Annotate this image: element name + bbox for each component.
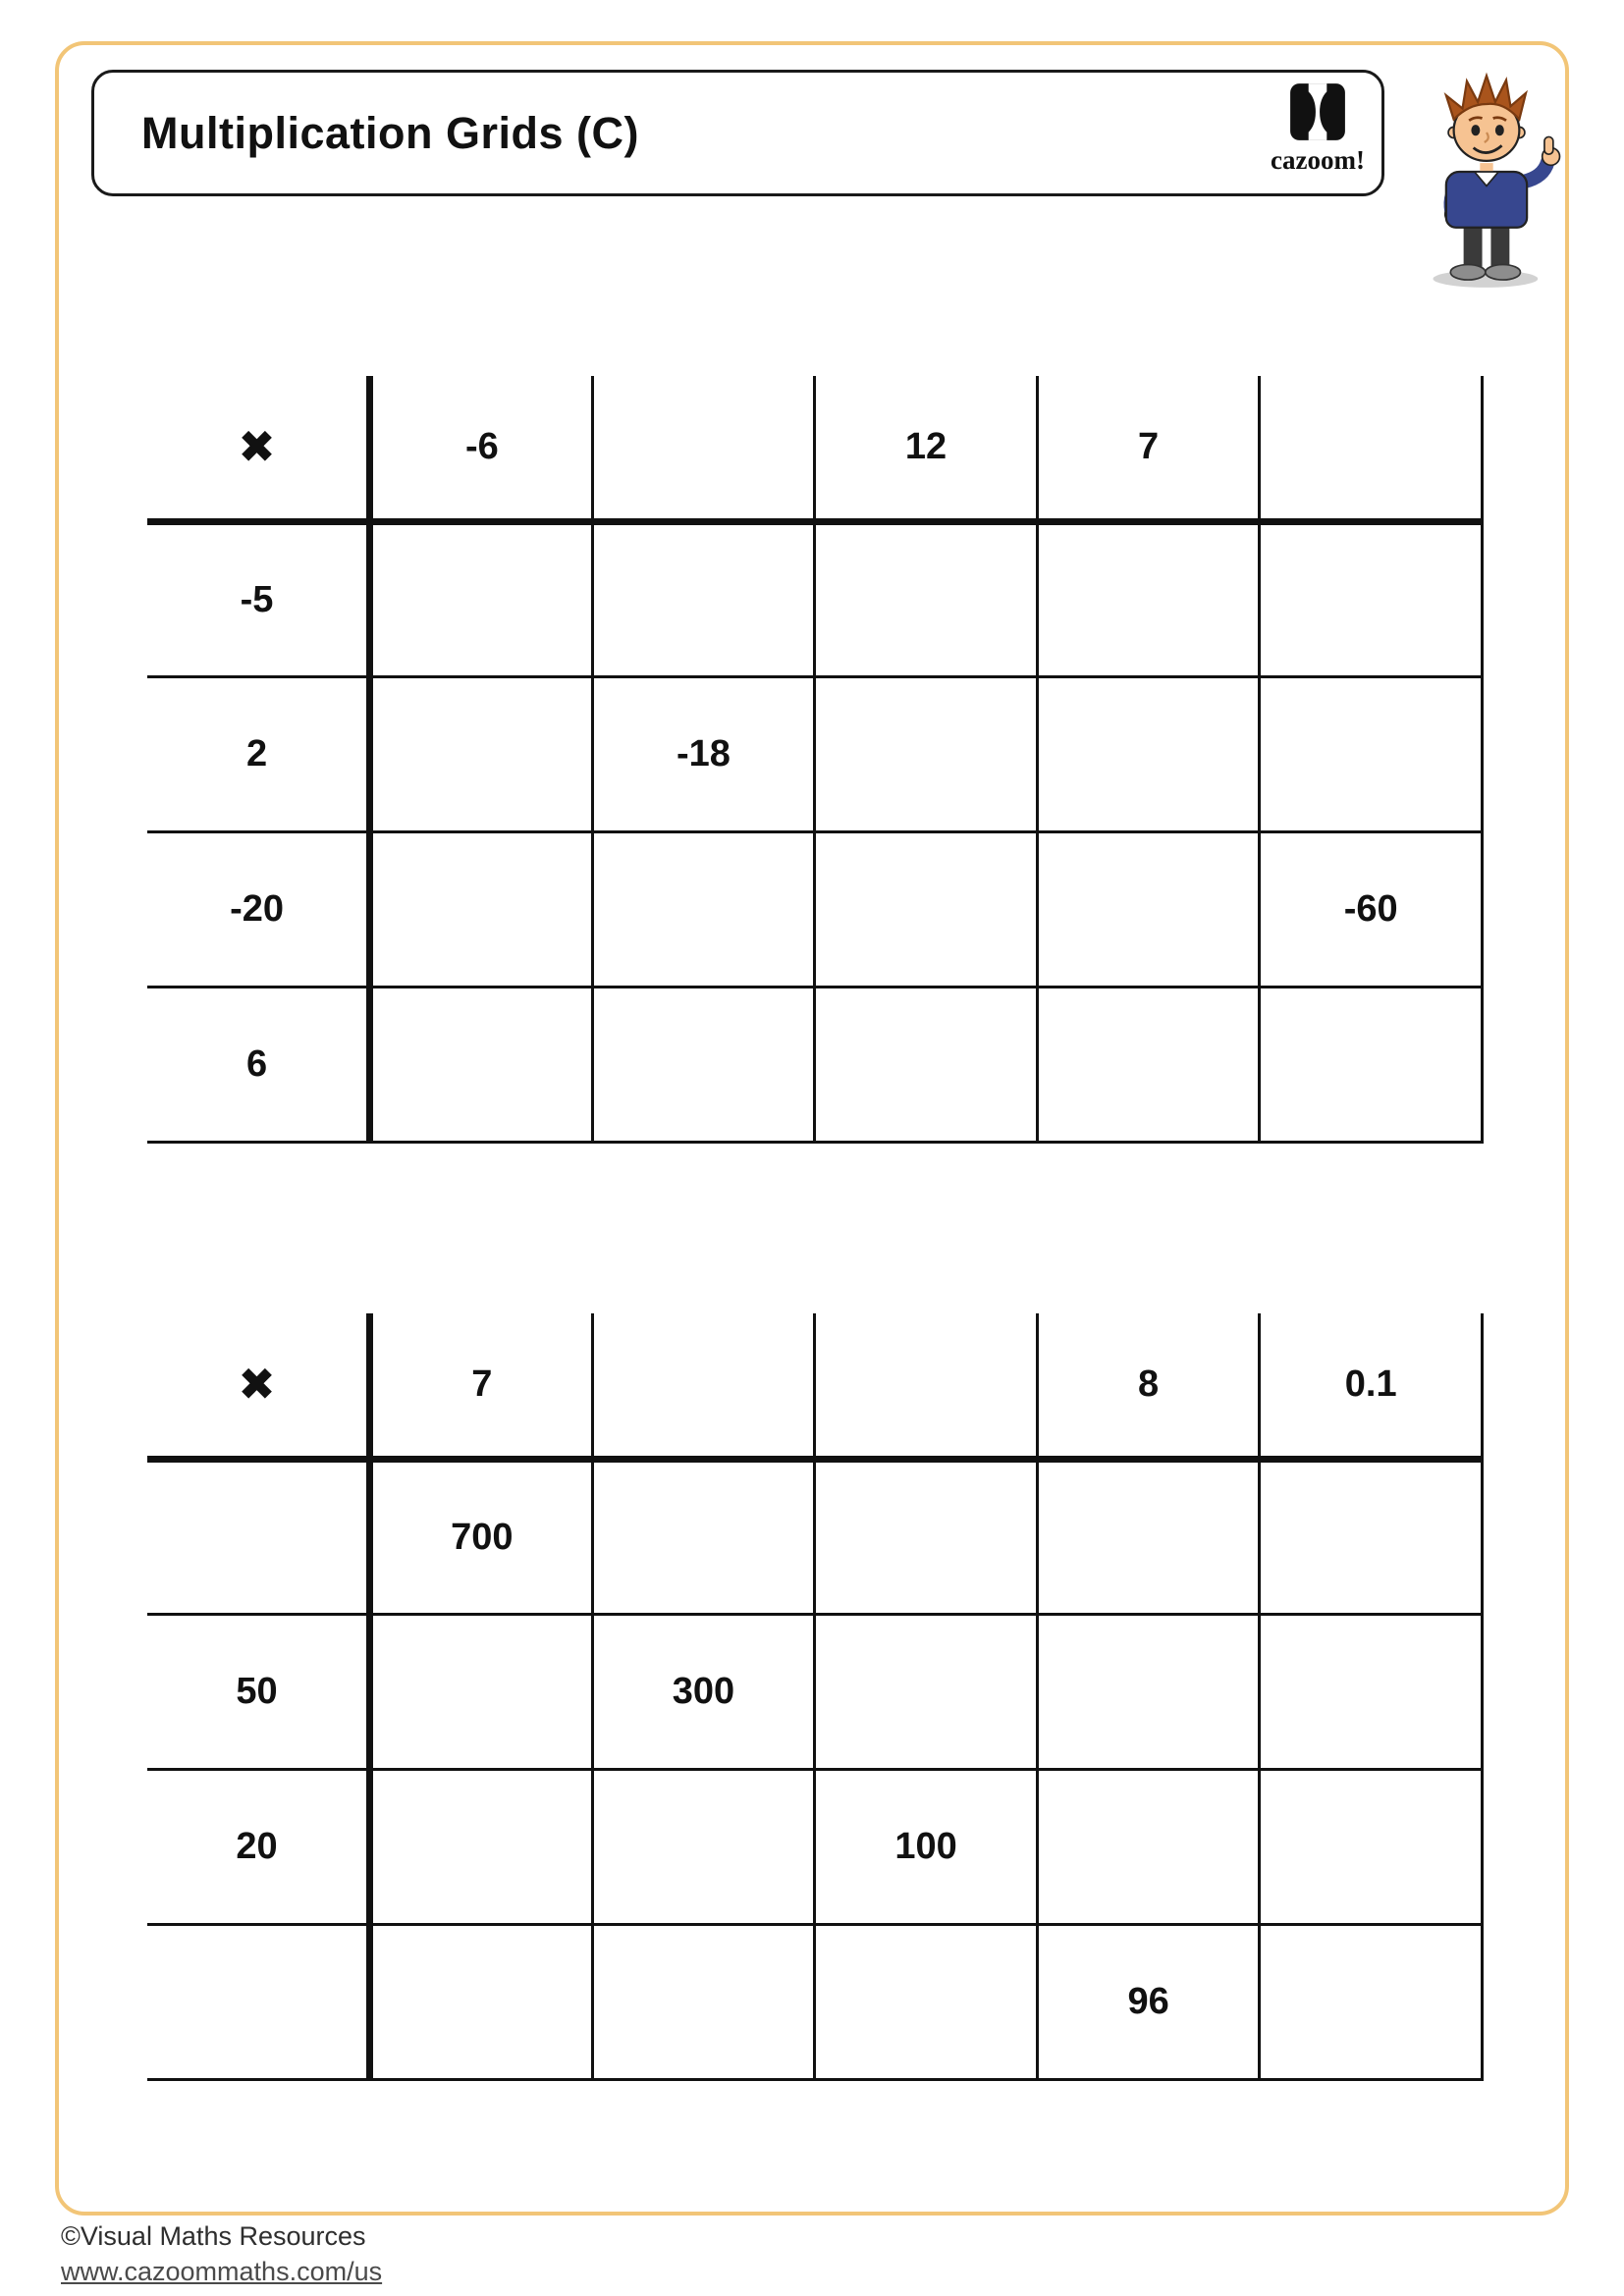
grid-empty-cell <box>370 1924 593 2079</box>
grid-empty-cell <box>1037 1614 1260 1769</box>
grid-empty-cell <box>815 1459 1038 1614</box>
grid-empty-cell <box>1260 987 1483 1142</box>
grid-empty-cell <box>1260 1924 1483 2079</box>
grid-empty-cell <box>370 831 593 987</box>
footer <box>61 2218 382 2290</box>
grid-empty-cell <box>1037 987 1260 1142</box>
grid-value-cell: 300 <box>592 1614 815 1769</box>
grid-empty-cell <box>815 987 1038 1142</box>
grid-value-cell: -60 <box>1260 831 1483 987</box>
grid-header-cell: 12 <box>815 376 1038 521</box>
grid-header-cell: -6 <box>370 376 593 521</box>
grid-row <box>147 831 1483 987</box>
grid-row <box>147 987 1483 1142</box>
grid-row <box>147 1924 1483 2079</box>
grid-row-label: -5 <box>147 521 370 676</box>
grid-header-cell: 7 <box>1037 376 1260 521</box>
grid-empty-cell <box>370 987 593 1142</box>
grid-row <box>147 1769 1483 1924</box>
grid-row-label: 6 <box>147 987 370 1142</box>
grid-empty-cell <box>370 521 593 676</box>
grid-empty-cell <box>1260 1459 1483 1614</box>
grid-row-label <box>147 1459 370 1614</box>
grid-empty-cell <box>592 521 815 676</box>
grid-header-cell: 8 <box>1037 1313 1260 1459</box>
grid-row-label <box>147 1924 370 2079</box>
grid-empty-cell <box>815 1614 1038 1769</box>
grid-empty-cell <box>1260 676 1483 831</box>
grid-header-cell: 0.1 <box>1260 1313 1483 1459</box>
grid-empty-cell <box>1037 831 1260 987</box>
grid-2-container <box>147 1313 1484 2081</box>
grid-row <box>147 676 1483 831</box>
grid-1-container <box>147 376 1484 1144</box>
grid-row-label: 20 <box>147 1769 370 1924</box>
footer-link[interactable]: www.cazoommaths.com/us <box>61 2257 383 2287</box>
grid-empty-cell <box>592 987 815 1142</box>
grid-value-cell: 100 <box>815 1769 1038 1924</box>
page-title: Multiplication Grids (C) <box>141 107 639 158</box>
grid-empty-cell <box>370 1769 593 1924</box>
grid-empty-cell <box>1037 1769 1260 1924</box>
grid-empty-cell <box>1037 521 1260 676</box>
mascot-boy-illustration <box>1420 65 1573 294</box>
grid-value-cell: 96 <box>1037 1924 1260 2079</box>
grid-empty-cell <box>1260 521 1483 676</box>
grid-row-label: -20 <box>147 831 370 987</box>
grid-row-label: 2 <box>147 676 370 831</box>
cazoom-logo <box>1259 82 1377 174</box>
grid-empty-cell <box>815 521 1038 676</box>
cazoom-logo-text: cazoom! <box>1271 145 1365 175</box>
grid-empty-header-cell <box>592 376 815 521</box>
grid-empty-cell <box>1037 676 1260 831</box>
multiplication-grid-1 <box>147 376 1484 1144</box>
grid-empty-cell <box>1260 1614 1483 1769</box>
grid-row <box>147 521 1483 676</box>
grid-empty-header-cell <box>592 1313 815 1459</box>
grid-empty-header-cell <box>1260 376 1483 521</box>
grid-empty-cell <box>815 831 1038 987</box>
grid-empty-cell <box>1037 1459 1260 1614</box>
multiply-symbol-cell: ✖ <box>147 376 370 521</box>
grid-empty-header-cell <box>815 1313 1038 1459</box>
grid-row-label: 50 <box>147 1614 370 1769</box>
grid-row <box>147 1614 1483 1769</box>
grid-empty-cell <box>592 1769 815 1924</box>
multiplication-grid-2 <box>147 1313 1484 2081</box>
grid-empty-cell <box>370 1614 593 1769</box>
cazoom-logo-icon <box>1287 129 1348 145</box>
grid-row <box>147 1459 1483 1614</box>
grid-value-cell: 700 <box>370 1459 593 1614</box>
grid-empty-cell <box>592 1459 815 1614</box>
footer-copyright: ©Visual Maths Resources <box>61 2221 366 2251</box>
multiply-symbol-cell: ✖ <box>147 1313 370 1459</box>
grid-value-cell: -18 <box>592 676 815 831</box>
grid-empty-cell <box>370 676 593 831</box>
grid-empty-cell <box>592 831 815 987</box>
grid-empty-cell <box>1260 1769 1483 1924</box>
worksheet-title-box <box>91 70 1384 196</box>
grid-empty-cell <box>815 676 1038 831</box>
grid-empty-cell <box>815 1924 1038 2079</box>
grid-header-cell: 7 <box>370 1313 593 1459</box>
grid-empty-cell <box>592 1924 815 2079</box>
